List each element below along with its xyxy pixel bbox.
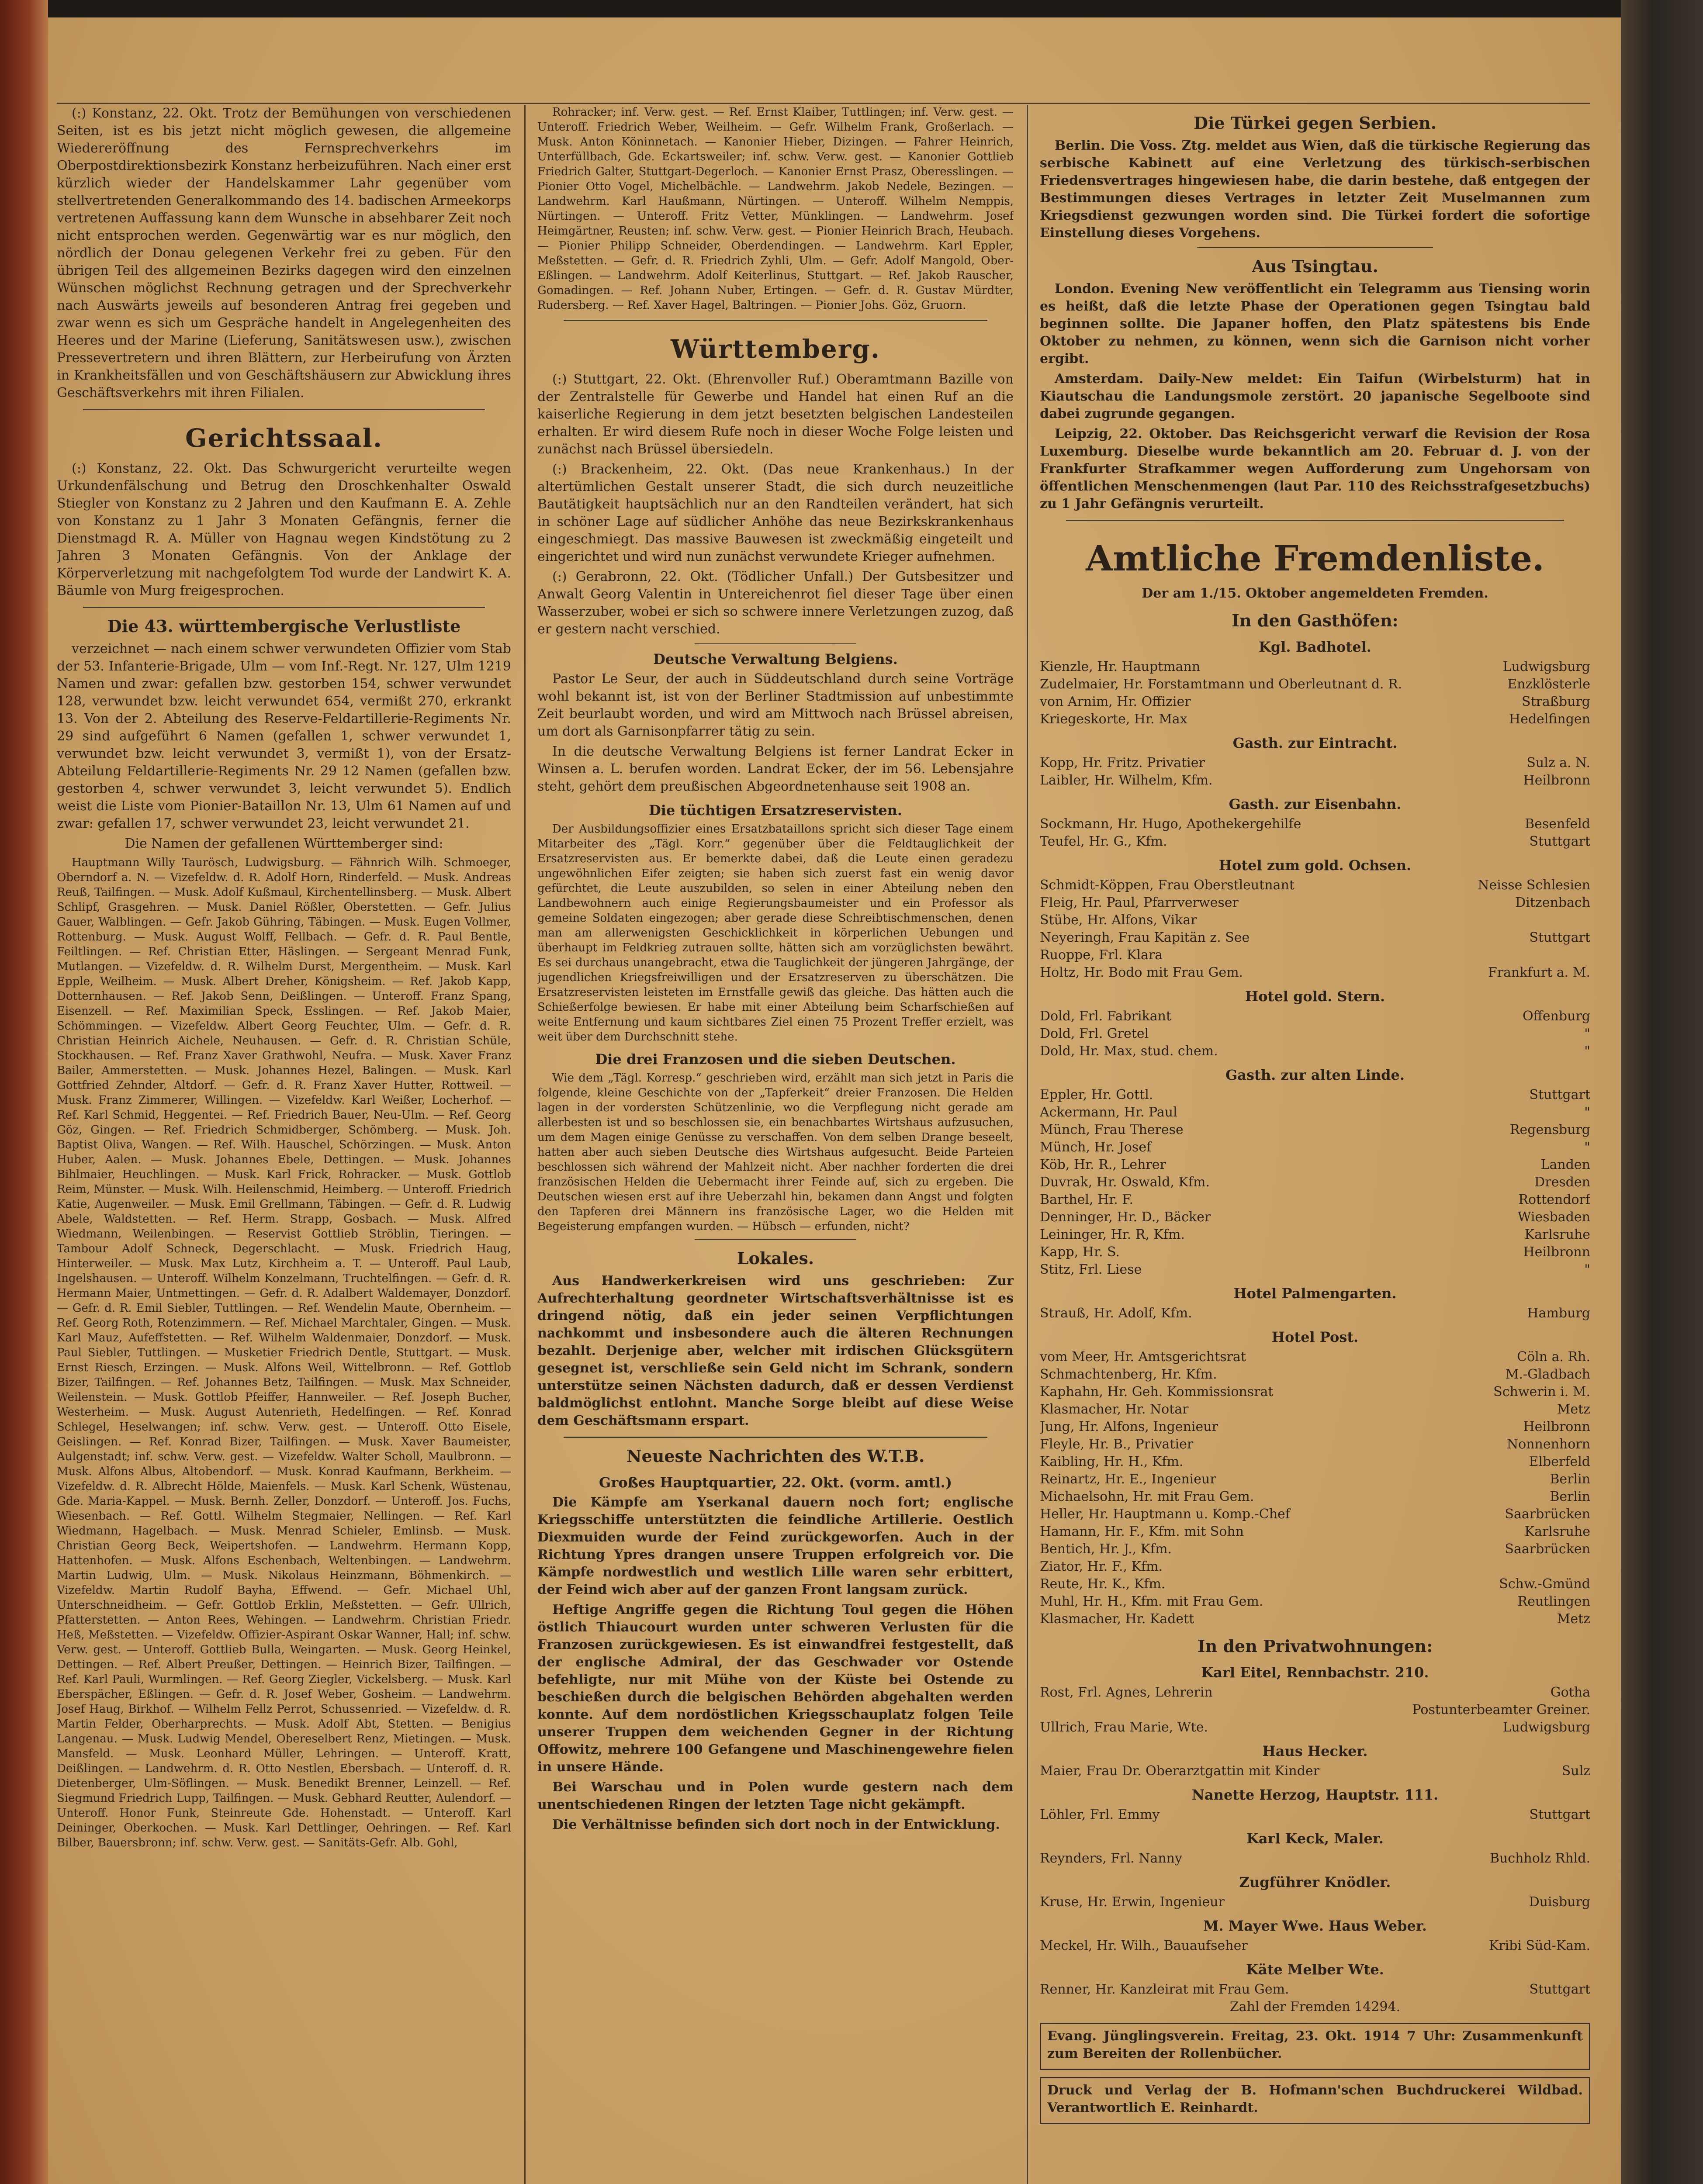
guest-origin: Stuttgart [1529, 834, 1590, 849]
guest-name: Sockmann, Hr. Hugo, Apothekergehilfe [1040, 816, 1301, 832]
guest-row [1040, 1348, 1590, 1366]
guest-origin: Stuttgart [1529, 1087, 1590, 1102]
heading-eitel: Karl Eitel, Rennbachstr. 210. [1201, 1664, 1429, 1681]
guest-origin: Schwerin i. M. [1493, 1384, 1590, 1400]
guest-name: Maier, Frau Dr. Oberarztgattin mit Kinder [1040, 1763, 1320, 1779]
imprint-box [1040, 2077, 1590, 2124]
heading-badhotel: Kgl. Badhotel. [1259, 639, 1371, 655]
guest-row [1040, 877, 1590, 894]
guest-row [1040, 1191, 1590, 1209]
guest-row [1040, 1174, 1590, 1191]
article-leipzig: Leipzig, 22. Oktober. Das Reichsgericht verwarf die Revision der Rosa Luxemburg. Dieselbe wurde bekanntlich am 20. Februar d. J. von der Frankfurter Strafkammer wegen Aufforderung zum Ungehorsam von öffentlichen Menschenmengen (laut Par. 110 des Reichsstrafgesetzbuchs) zu 1 Jahr Gefängnis verurteilt. [1040, 426, 1590, 511]
heading-ersatz: Die tüchtigen Ersatzreservisten. [649, 802, 902, 819]
guest-origin: Kribi Süd-Kam. [1488, 1938, 1590, 1953]
heading-hauptquartier: Großes Hauptquartier, 22. Okt. (vorm. amtl.) [599, 1474, 952, 1491]
guest-row [1040, 1366, 1590, 1383]
heading-keck: Karl Keck, Maler. [1246, 1830, 1384, 1847]
guest-origin: Sulz [1561, 1763, 1590, 1779]
list-hecker [1040, 1762, 1590, 1780]
heading-eintracht: Gasth. zur Eintracht. [1232, 735, 1398, 751]
guest-origin: Hamburg [1527, 1306, 1590, 1321]
list-eitel [1040, 1684, 1590, 1736]
article-franzosen: Wie dem „Tägl. Korresp.“ geschrieben wird, erzählt man sich jetzt in Paris die folgende, kleine Geschichte von der „Tapferkeit“ dreier Franzosen. Die Helden lagen in der vordersten Schützenlinie, wo die Verpflegung nicht gerade am allerbesten ist und so beschlossen sie, ein benachbartes Wirtshaus aufzusuchen, um dem Magen einige Genüsse zu verschaffen. Von dem selben Drange beseelt, hatten aber auch sieben Deutsche dies Wirtshaus aufgesucht. Beide Parteien beschlossen sich während der Mahlzeit nicht. Aber nachher forderten die drei französischen Helden die Uebermacht ihrer Feinde auf, sich zu ergeben. Die Deutschen wiesen erst auf ihre Ueberzahl hin, bekamen dann Angst und folgten den Tapferen drei Männern ins französische Lager, wo die Helden mit Begeisterung empfangen wurden. — Hübsch — erfunden, nicht? [537, 1071, 1014, 1233]
verlust-names-intro: Die Namen der gefallenen Württemberger sind: [125, 836, 443, 851]
verlust-names-list: Hauptmann Willy Taurösch, Ludwigsburg. — Fähnrich Wilh. Schmoeger, Oberndorf a. N. — Vizefeldw. d. R. Adolf Horn, Rinderfeld. — Musk. Andreas Reuß, Tailfingen. — Musk. Adolf Kußmaul, Kirchentellinsberg. — Musk. Albert Schlipf, Grasgehren. — Musk. Daniel Rößler, Oberstetten. — Gefr. Julius Gauer, Walblingen. — Gefr. Jakob Gühring, Täbingen. — Musk. Eugen Vollmer, Rottenburg. — Musk. August Wolff, Fellbach. — Gefr. d. R. Paul Bentle, Feiltlingen. — Ref. Christian Etter, Häslingen. — Sergeant Menrad Funk, Mutlangen. — Vizefeldw. d. R. Wilhelm Durst, Mergentheim. — Musk. Karl Epple, Weilheim. — Musk. Albert Dreher, Königsheim. — Ref. Jakob Kapp, Dotternhausen. — Ref. Jakob Senn, Deißlingen. — Unteroff. Franz Spang, Eisenzell. — Ref. Maximilian Speck, Esslingen. — Ref. Jakob Maier, Schömmingen. — Vizefeldw. Albert Georg Feuchter, Ulm. — Gefr. d. R. Christian Heinrich Aichele, Neuhausen. — Gefr. d. R. Christian Schüle, Stockhausen. — Ref. Franz Xaver Grathwohl, Neufra. — Musk. Xaver Franz Bailer, Ammerstetten. — Musk. Johannes Hezel, Balingen. — Musk. Karl Gottfried Zehnder, Altdorf. — Gefr. d. R. Franz Xaver Hutter, Rottweil. — Musk. Franz Zimmerer, Willingen. — Vizefeldw. Karl Weißer, Locherhof. — Ref. Karl Schmid, Heggentei. — Ref. Friedrich Bauer, Neu-Ulm. — Ref. Georg Göz, Gingen. — Ref. Friedrich Schmidberger, Schömberg. — Musk. Joh. Baptist Oliva, Wangen. — Ref. Wilh. Hauschel, Schörzingen. — Musk. Anton Huber, Aalen. — Musk. Johannes Ebele, Dettingen. — Musk. Johannes Bihlmaier, Heuchlingen. — Musk. Karl Frick, Rohracker. — Musk. Gottlob Reim, Münster. — Musk. Wilh. Heilenschmid, Heimberg. — Unteroff. Friedrich Katie, Augenweiler. — Musk. Emil Grellmann, Täbingen. — Gefr. d. R. Ludwig Abele, Waldstetten. — Ref. Herm. Strapp, Gosbach. — Musk. Alfred Wiedmann, Weilenbingen. — Reservist Gottlieb Ströblin, Tieringen. — Tambour Adolf Schneck, Degerschlacht. — Musk. Friedrich Haug, Hinterweiler. — Musk. Max Lutz, Kirchheim a. T. — Unteroff. Paul Laub, Ingelshausen. — Unteroff. Wilhelm Konzelmann, Truchtelfingen. — Gefr. d. R. Hermann Maier, Untmettingen. — Gefr. d. R. Adalbert Waldemayer, Donzdorf. — Gefr. d. R. Emil Siebler, Tuttlingen. — Ref. Wendelin Maute, Obernheim. — Ref. Georg Roth, Rotenzimmern. — Ref. Michael Marchtaler, Gingen. — Musk. Karl Mauz, Aufeffstetten. — Ref. Wilhelm Waldenmaier, Donzdorf. — Musk. Paul Siebler, Tuttlingen. — Musketier Friedrich Dentle, Stuttgart. — Musk. Ernst Riesch, Erzingen. — Musk. Alfons Weil, Wittelbronn. — Ref. Gottlob Bizer, Tailfingen. — Ref. Johannes Betz, Tailfingen. — Musk. Max Schneider, Weilenstein. — Musk. Gottlob Pfeiffer, Hannweiler. — Ref. Joseph Bucher, Westerheim. — Musk. August Autenrieth, Hedelfingen. — Ref. Konrad Schlegel, Heselwangen; inf. schw. Verw. gest. — Unteroff. Otto Eisele, Geislingen. — Ref. Konrad Bizer, Tailfingen. — Musk. Xaver Baumeister, Aulgenstadt; inf. schw. Verw. gest. — Vizefeldw. Walter Scholl, Maulbronn. — Musk. Alfons Albus, Altobendorf. — Musk. Konrad Kaufmann, Berkheim. — Vizefeldw. d. R. Albrecht Hölde, Maienfels. — Musk. Karl Schenk, Wüstenau, Gde. Maria-Kappel. — Musk. Bernh. Zeller, Donzdorf. — Unteroff. Jos. Fuchs, Wiesenbach. — Ref. Gottl. Wilhelm Stegmaier, Nellingen. — Ref. Karl Wiedmann, Hagelbach. — Musk. Menrad Schieler, Emlinsb. — Musk. Christian Georg Beck, Weipertshofen. — Landwehrm. Hermann Kopp, Hattenhofen. — Musk. Alfons Eschenbach, Weltenbingen. — Landwehrm. Martin Ludwig, Ulm. — Musk. Nikolaus Heinzmann, Böhmenkirch. — Vizefeldw. Martin Rudolf Bayha, Effwend. — Gefr. Michael Uhl, Unterschneidheim. — Gefr. Gottlob Erklin, Meßstetten. — Gefr. Ullrich, Pfatterstetten. — Anton Rees, Wehingen. — Landwehrm. Christian Friedr. Heß, Meßstetten. — Vizefeldw. Offizier-Aspirant Oskar Wanner, Hall; inf. schw. Verw. gest. — Unteroff. Gottlieb Bulla, Weingarten. — Musk. Georg Heinkel, Dettingen. — Ref. Albert Preußer, Dettingen. — Heinrich Bizer, Tailfingen. — Ref. Karl Pauli, Wurmlingen. — Ref. Georg Ziegler, Vickelsberg. — Musk. Karl Eberspächer, Eßlingen. — Gefr. d. R. Josef Weber, Gosheim. — Landwehrm. Josef Haug, Birkhof. — Wilhelm Fellz Perrot, Schussenried. — Vizefeldw. d. R. Martin Felder, Oberharprechts. — Musk. Adolf Abt, Stetten. — Benigius Langenau. — Musk. Ludwig Mendel, Obereselbert Renz, Mietingen. — Musk. Mansfeld. — Musk. Leonhard Müller, Lehringen. — Unteroff. Kratt, Deißlingen. — Landwehrm. d. R. Otto Nestlen, Ebersbach. — Unteroff. d. R. Dietenberger, Ulm-Söflingen. — Musk. Benedikt Brenner, Leinzell. — Ref. Siegmund Friedrich Lupp, Tailfingen. — Musk. Gebhard Reutter, Aulendorf. — Unteroff. Honor Funk, Steinreute Gde. Hohenstadt. — Unteroff. Karl Deininger, Oberkochen. — Musk. Karl Dettlinger, Oehringen. — Ref. Karl Bilber, Bauersbronn; inf. schw. Verw. gest. — Sanitäts-Gefr. Alb. Gohl, [57, 856, 511, 1849]
guest-name: Klasmacher, Hr. Kadett [1040, 1611, 1194, 1627]
guest-name: Ullrich, Frau Marie, Wte. [1040, 1720, 1208, 1735]
guest-origin: Straßburg [1522, 694, 1590, 709]
heading-franzosen: Die drei Franzosen und die sieben Deutschen. [595, 1051, 956, 1068]
guest-row [1040, 1156, 1590, 1174]
guest-origin: Saarbrücken [1505, 1541, 1590, 1557]
guest-origin: Reutlingen [1517, 1594, 1590, 1609]
guest-row [1040, 947, 1590, 964]
guest-name: Fleyle, Hr. B., Privatier [1040, 1437, 1194, 1452]
list-ochsen [1040, 877, 1590, 981]
list-knoedler [1040, 1894, 1590, 1911]
guest-row [1040, 833, 1590, 850]
guest-row [1040, 1008, 1590, 1025]
imprint: Druck und Verlag der B. Hofmann'schen Buchdruckerei Wildbad. Verantwortlich E. Reinhardt. [1047, 2083, 1583, 2115]
heading-gerichtssaal: Gerichtssaal. [185, 423, 383, 453]
guest-name: Fleig, Hr. Paul, Pfarrverweser [1040, 895, 1239, 910]
list-stern [1040, 1008, 1590, 1060]
guest-row [1040, 1593, 1590, 1610]
guest-origin: Hedelfingen [1509, 712, 1590, 727]
guest-row [1040, 1558, 1590, 1576]
guest-name: Duvrak, Hr. Oswald, Kfm. [1040, 1175, 1210, 1190]
heading-fremdenliste: Amtliche Fremdenliste. [1086, 538, 1544, 579]
guest-origin: Stuttgart [1529, 1807, 1590, 1822]
article-belgien-2: In die deutsche Verwaltung Belgiens ist ferner Landrat Ecker in Winsen a. L. berufen worden. Landrat Ecker, der im 56. Lebensjahre steht, gehört dem preußischen Abgeordnetenhause seit 1908 an. [537, 744, 1014, 794]
guest-row [1040, 1104, 1590, 1121]
guest-name: vom Meer, Hr. Amtsgerichtsrat [1040, 1349, 1246, 1365]
guest-name: Kaphahn, Hr. Geh. Kommissionsrat [1040, 1384, 1274, 1400]
guest-row [1040, 1086, 1590, 1104]
guest-origin: " [1584, 1026, 1590, 1041]
newspaper-page [48, 17, 1621, 2184]
guest-row [1040, 1701, 1590, 1719]
guest-name: Reute, Hr. K., Kfm. [1040, 1576, 1166, 1592]
heading-tuerkei: Die Türkei gegen Serbien. [1194, 113, 1436, 133]
list-herzog [1040, 1806, 1590, 1824]
guest-name: Hamann, Hr. F., Kfm. mit Sohn [1040, 1524, 1244, 1539]
guest-origin: Duisburg [1529, 1894, 1590, 1910]
guest-origin: Berlin [1550, 1472, 1590, 1487]
guest-name: Stitz, Frl. Liese [1040, 1262, 1142, 1277]
article-lokales: Aus Handwerkerkreisen wird uns geschrieben: Zur Aufrechterhaltung geordneter Wirtschaftsverhältnisse ist es dringend nötig, daß ein jeder seinen Verpflichtungen nachkommt und insbesondere auch die älteren Rechnungen bezahlt. Derjenige aber, welcher mit irdischen Glücksgütern gesegnet ist, verschließe sein Geld nicht im Schrank, sondern unterstütze seinen Nächsten dadurch, daß er dessen Verdienst baldmöglichst entlohnt. Manche Sorge bleibt auf diese Weise dem Geschäftsmann erspart. [537, 1273, 1014, 1428]
article-verlust-intro: verzeichnet — nach einem schwer verwundeten Offizier vom Stab der 53. Infanterie-Brigade, Ulm — vom Inf.-Regt. Nr. 127, Ulm 1219 Namen und zwar: gefallen bzw. gestorben 154, schwer verwundet 128, verwundet bzw. leicht verwundet 654, vermißt 270, erkrankt 13. Von der 2. Abteilung des Reserve-Feldartillerie-Regiments Nr. 29 sind aufgeführt 6 Namen (gefallen 1, schwer verwundet 1, verwundet bzw. leicht verwundet 3, vermißt 1), von der Ersatz-Abteilung Feldartillerie-Regiments Nr. 29 12 Namen (gefallen bzw. gestorben 4, schwer verwundet 3, leicht verwundet 5). Endlich weist die Liste vom Pionier-Bataillon Nr. 13, Ulm 61 Namen auf und zwar: gefallen 17, schwer verwundet 23, leicht verwundet 21. [57, 641, 511, 831]
binding-spine-left [0, 0, 48, 2184]
guest-origin: Heilbronn [1523, 1244, 1590, 1260]
guest-name: Klasmacher, Hr. Notar [1040, 1402, 1189, 1417]
article-stuttgart: (:) Stuttgart, 22. Okt. (Ehrenvoller Ruf.) Oberamtmann Bazille von der Zentralstelle für Gewerbe und Handel hat einen Ruf an die kaiserliche Regierung in dem jetzt besetzten belgischen Landesteilen erhalten. Er wird diesem Rufe noch in dieser Woche Folge leisten und zunächst nach Brüssel übersiedeln. [537, 372, 1014, 457]
list-melber [1040, 1981, 1590, 1998]
guest-name: Rost, Frl. Agnes, Lehrerin [1040, 1685, 1213, 1700]
guest-name: Muhl, Hr. H., Kfm. mit Frau Gem. [1040, 1594, 1263, 1609]
article-hq-3: Bei Warschau und in Polen wurde gestern nach dem unentschiedenen Ringen der letzten Tage nicht gekämpft. [537, 1780, 1014, 1812]
guest-origin: Metz [1557, 1402, 1590, 1417]
article-belgien-1: Pastor Le Seur, der auch in Süddeutschland durch seine Vorträge wohl bekannt ist, ist von der Berliner Stadtmission auf unbestimmte Zeit beurlaubt worden, und wird am Mittwoch nach Brüssel abreisen, um dort als Garnisonpfarrer tätig zu sein. [537, 671, 1014, 739]
guest-name: Stübe, Hr. Alfons, Vikar [1040, 912, 1197, 928]
list-palmengarten [1040, 1305, 1590, 1322]
guest-name: Kopp, Hr. Fritz. Privatier [1040, 755, 1205, 771]
guest-row [1040, 772, 1590, 789]
guest-name: Zudelmaier, Hr. Forstamtmann und Oberleutnant d. R. [1040, 677, 1402, 692]
guest-row [1040, 894, 1590, 912]
heading-lokales: Lokales. [737, 1248, 814, 1268]
column-rule-1 [524, 105, 526, 2184]
guest-row [1040, 929, 1590, 947]
guest-origin: Ludwigsburg [1502, 659, 1590, 674]
guest-origin: Sulz a. N. [1526, 755, 1590, 771]
guest-origin: Schw.-Gmünd [1499, 1576, 1590, 1592]
guest-origin: Regensburg [1509, 1122, 1590, 1137]
guest-name: Ackermann, Hr. Paul [1040, 1105, 1177, 1120]
guest-origin: Dresden [1534, 1175, 1590, 1190]
guest-origin: Saarbrücken [1505, 1507, 1590, 1522]
guest-row [1040, 1453, 1590, 1471]
heading-melber: Käte Melber Wte. [1246, 1961, 1384, 1978]
guest-row [1040, 1937, 1590, 1955]
guest-name: Jung, Hr. Alfons, Ingenieur [1040, 1419, 1218, 1434]
guest-name: Teufel, Hr. G., Kfm. [1040, 834, 1167, 849]
divider [83, 607, 485, 608]
guest-name: Dold, Hr. Max, stud. chem. [1040, 1044, 1218, 1059]
guest-name: Strauß, Hr. Adolf, Kfm. [1040, 1306, 1192, 1321]
divider [1197, 247, 1433, 248]
notice-box-verein [1040, 2023, 1590, 2070]
guest-row [1040, 1418, 1590, 1436]
guest-origin: Ludwigsburg [1502, 1720, 1590, 1735]
guest-name: Kaibling, Hr. H., Kfm. [1040, 1454, 1184, 1469]
article-konstanz-telephone: (:) Konstanz, 22. Okt. Trotz der Bemühungen von verschiedenen Seiten, ist es bis jetzt nicht möglich gewesen, die allgemeine Wiedereröffnung des Fernsprechverkehrs im Oberpostdirektionsbezirk Konstanz herbeizuführen. Nach einer erst kürzlich wieder der Handelskammer Lahr gegenüber vom stellvertretenden Generalkommando des 14. badischen Armeekorps vertretenen Auffassung kann dem Wunsche in absehbarer Zeit noch nicht entsprochen werden. Gegenwärtig war es nur möglich, den nördlich der Donau gelegenen Verkehr frei zu geben. Für den übrigen Teil des allgemeinen Bezirks dagegen wird den einzelnen Wünschen möglichst Rechnung getragen und der Sprechverkehr nach Auswärts jeweils auf besonderen Antrag frei gegeben und zwar wenn es sich um Gespräche handelt in Angelegenheiten des Heeres und der Marine (Lieferung, Sanitätswesen usw.), zwischen Pressevertretern und ihren Blättern, zur Herbeirufung von Ärzten in Krankheitsfällen und von Geschäftshäusern zur Abwicklung ihres Geschäftsverkehrs mit ihren Filialen. [57, 106, 511, 401]
guest-row [1040, 1506, 1590, 1523]
fremden-subtitle: Der am 1./15. Oktober angemeldeten Fremden. [1142, 586, 1488, 601]
guest-name: Denninger, Hr. D., Bäcker [1040, 1209, 1211, 1225]
list-eisenbahn [1040, 816, 1590, 850]
article-brackenheim: (:) Brackenheim, 22. Okt. (Das neue Krankenhaus.) In der altertümlichen Gestalt unserer Stadt, die sich durch neuzeitliche Bautätigkeit hauptsächlich nur an den Randteilen verändert, hat sich in schöner Lage auf südlicher Anhöhe das neue Bezirkskrankenhaus eingeschmiegt. Das massive Bauwesen ist zweckmäßig eingeteilt und eingerichtet und wird nun zunächst verwundete Krieger aufnehmen. [537, 462, 1014, 564]
article-konstanz-court: (:) Konstanz, 22. Okt. Das Schwurgericht verurteilte wegen Urkundenfälschung und Betrug den Droschkenhalter Oswald Stiegler von Konstanz zu 2 Jahren und den Kaufmann E. A. Zehle von Konstanz zu 1 Jahr 3 Monaten Gefängnis, ferner die Dienstmagd R. A. Müller von Hagnau wegen Kindstötung zu 2 Jahren 3 Monaten Gefängnis. Von der Anklage der Körperverletzung mit nachgefolgtem Tod wurde der Landwirt K. A. Bäumle von Murg freigesprochen. [57, 461, 511, 598]
guest-row [1040, 1894, 1590, 1911]
guest-row [1040, 1576, 1590, 1593]
guest-row [1040, 754, 1590, 772]
article-amsterdam: Amsterdam. Daily-New meldet: Ein Taifun (Wirbelsturm) hat in Kiautschau die Landungsmole zerstört. 20 japanische Segelboote sind dabei zugrunde gegangen. [1040, 371, 1590, 422]
column-1 [57, 105, 511, 2184]
guest-origin: Heilbronn [1523, 1419, 1590, 1434]
heading-belgien: Deutsche Verwaltung Belgiens. [653, 651, 898, 667]
list-eintracht [1040, 754, 1590, 789]
guest-origin: Berlin [1550, 1489, 1590, 1504]
article-tuerkei: Berlin. Die Voss. Ztg. meldet aus Wien, daß die türkische Regierung das serbische Kabinett auf eine Verletzung des türkisch-serbischen Friedensvertrages hingewiesen habe, die darin bestehe, daß entgegen der Bestimmungen dieses Vertrages in letzter Zeit Muselmannen zum Kriegsdienst gezwungen worden sind. Die Türkei fordert die sofortige Einstellung dieses Vorgehens. [1040, 138, 1590, 241]
guest-name: Münch, Hr. Josef [1040, 1140, 1152, 1155]
guest-row [1040, 1025, 1590, 1043]
guest-row [1040, 1523, 1590, 1541]
verlust-names-continued: Rohracker; inf. Verw. gest. — Ref. Ernst Klaiber, Tuttlingen; inf. Verw. gest. — Unteroff. Friedrich Weber, Weilheim. — Gefr. Wilhelm Frank, Großerlach. — Musk. Anton Köninnetach. — Kanonier Hieber, Dizingen. — Fahrer Heinrich, Unterfüllbach, Gde. Eckartsweiler; inf. schw. Verw. gest. — Kanonier Gottlieb Friedrich Galter, Stuttgart-Degerloch. — Kanonier Ernst Prasz, Oberesslingen. — Pionier Otto Vogel, Michelbächle. — Landwehrm. Jakob Nedele, Bezingen. — Landwehrm. Karl Haußmann, Nürtingen. — Unteroff. Wilhelm Nemppis, Nürtingen. — Unteroff. Fritz Vetter, Münklingen. — Landwehrm. Josef Heimgärtner, Reusten; inf. schw. Verw. gest. — Pionier Heinrich Brach, Heubach. — Pionier Philipp Schneider, Oberdendingen. — Landwehrm. Karl Eppler, Meßstetten. — Gefr. d. R. Friedrich Zyhli, Ulm. — Gefr. Adolf Mangold, Ober-Eßlingen. — Landwehrm. Adolf Keiterlinus, Stuttgart. — Ref. Jakob Rauscher, Gomadingen. — Ref. Johann Nuber, Ertingen. — Gefr. d. R. Gustav Mürdter, Rudersberg. — Ref. Xaver Hagel, Baltringen. — Pionier Johs. Göz, Gruorn. [537, 106, 1014, 312]
binding-edge-right [1621, 0, 1703, 2184]
guest-name: Schmachtenberg, Hr. Kfm. [1040, 1367, 1217, 1382]
guest-row [1040, 1043, 1590, 1060]
heading-ochsen: Hotel zum gold. Ochsen. [1218, 857, 1412, 874]
guest-row [1040, 1488, 1590, 1506]
divider [1066, 520, 1564, 521]
guest-origin: " [1584, 1044, 1590, 1059]
guest-origin: Nonnenhorn [1506, 1437, 1590, 1452]
guest-row [1040, 1610, 1590, 1628]
guest-name: Laibler, Hr. Wilhelm, Kfm. [1040, 773, 1213, 788]
guest-row [1040, 1719, 1590, 1736]
article-hq-4: Die Verhältnisse befinden sich dort noch in der Entwicklung. [552, 1817, 1000, 1832]
guest-name: Ziator, Hr. F., Kfm. [1040, 1559, 1163, 1574]
guest-name: Barthel, Hr. F. [1040, 1192, 1134, 1207]
list-keck [1040, 1850, 1590, 1867]
guest-origin: Karlsruhe [1524, 1524, 1590, 1539]
guest-name: Michaelsohn, Hr. mit Frau Gem. [1040, 1489, 1254, 1504]
guest-row [1040, 1139, 1590, 1156]
heading-palmengarten: Hotel Palmengarten. [1233, 1285, 1397, 1302]
guest-origin: Heilbronn [1523, 773, 1590, 788]
guest-name: Köb, Hr. R., Lehrer [1040, 1157, 1166, 1172]
guest-name: Löhler, Frl. Emmy [1040, 1807, 1160, 1822]
guest-origin: " [1584, 1262, 1590, 1277]
guest-origin: Landen [1540, 1157, 1590, 1172]
list-badhotel [1040, 658, 1590, 728]
heading-neueste: Neueste Nachrichten des W.T.B. [626, 1446, 925, 1466]
divider [564, 1437, 987, 1438]
heading-eisenbahn: Gasth. zur Eisenbahn. [1229, 796, 1402, 812]
divider [83, 409, 485, 410]
guest-name: Reynders, Frl. Nanny [1040, 1851, 1182, 1866]
guest-name: von Arnim, Hr. Offizier [1040, 694, 1191, 709]
guest-row [1040, 1981, 1590, 1998]
divider [564, 320, 987, 321]
guest-row [1040, 1541, 1590, 1558]
guest-row [1040, 1401, 1590, 1418]
guest-origin: Ditzenbach [1515, 895, 1590, 910]
guest-origin: Gotha [1550, 1685, 1590, 1700]
divider [695, 1239, 856, 1240]
guest-origin: M.-Gladbach [1505, 1367, 1590, 1382]
guest-name: Meckel, Hr. Wilh., Bauaufseher [1040, 1938, 1248, 1953]
article-hq-1: Die Kämpfe am Yserkanal dauern noch fort; englische Kriegsschiffe unterstützten die feindliche Artillerie. Oestlich Diexmuiden wurde der Feind zurückgeworfen. Auch in der Richtung Ypres drangen unsere Truppen erfolgreich vor. Die Kämpfe nordwestlich und westlich Lille waren sehr erbittert, der Feind wich aber auf der ganzen Front langsam zurück. [537, 1495, 1014, 1597]
heading-privat: In den Privatwohnungen: [1197, 1636, 1433, 1656]
guest-row [1040, 1806, 1590, 1824]
guest-origin: " [1584, 1140, 1590, 1155]
guest-row [1040, 1762, 1590, 1780]
guest-row [1040, 1383, 1590, 1401]
heading-post: Hotel Post. [1271, 1329, 1359, 1345]
article-ersatz: Der Ausbildungsoffizier eines Ersatzbataillons spricht sich dieser Tage einem Mitarbeiter des „Tägl. Korr.“ gegenüber über die Feldtauglichkeit der Ersatzreservisten aus. Er bemerkte dabei, daß die Leute einen geradezu ungewöhnlichen Eifer zeigten; sie haben sich zuerst fast ein wenig davor gefürchtet, die Leute auszubilden, so selen in einer Abteilung neben den Landbewohnern auch einige Regierungsbaumeister und ein Professor als gemeine Soldaten eingezogen; aber gerade diese Schreibtischmenschen, denen man am allerwenigsten Geschicklichkeit in körperlichen Uebungen und überhaupt im Feldkrieg zutrauen sollte, hätten sich am vorzüglichsten bewährt. Es sei durchaus unangebracht, etwa die Tauglichkeit der jüngeren Jahrgänge, der jugendlichen Kriegsfreiwilligen und der Ersatzreserven zu überschätzen. Die Ersatzreservisten leisteten im Ernstfalle gewiß das gleiche. Das hätten auch die Schießerfolge bewiesen. Er habe mit einer Abteilung beim Scharfschießen auf weite Entfernung und kaum sichtbares Ziel einen 75 Prozent Treffer erzielt, was weit über dem Durchschnitt stehe. [537, 822, 1014, 1044]
guest-row [1040, 912, 1590, 929]
heading-herzog: Nanette Herzog, Hauptstr. 111. [1191, 1787, 1439, 1803]
guest-origin: Stuttgart [1529, 1982, 1590, 1997]
guest-origin: Karlsruhe [1524, 1227, 1590, 1242]
list-post [1040, 1348, 1590, 1628]
heading-knoedler: Zugführer Knödler. [1239, 1874, 1391, 1890]
fremden-count: Zahl der Fremden 14294. [1229, 1999, 1401, 2015]
guest-name: Renner, Hr. Kanzleirat mit Frau Gem. [1040, 1982, 1289, 1997]
guest-origin: " [1584, 1105, 1590, 1120]
guest-name: Reinartz, Hr. E., Ingenieur [1040, 1472, 1216, 1487]
heading-linde: Gasth. zur alten Linde. [1225, 1067, 1405, 1083]
guest-name: Dold, Frl. Gretel [1040, 1026, 1149, 1041]
guest-origin: Wiesbaden [1517, 1209, 1590, 1225]
guest-row [1040, 1436, 1590, 1453]
heading-hecker: Haus Hecker. [1262, 1743, 1368, 1759]
heading-wuerttemberg: Württemberg. [670, 334, 881, 364]
guest-row [1040, 816, 1590, 833]
guest-row [1040, 676, 1590, 693]
column-3 [1040, 105, 1590, 2184]
guest-row [1040, 1209, 1590, 1226]
guest-origin: Buchholz Rhld. [1489, 1851, 1590, 1866]
guest-row [1040, 1684, 1590, 1701]
guest-name: Leininger, Hr. R, Kfm. [1040, 1227, 1185, 1242]
guest-row [1040, 711, 1590, 728]
guest-name: Dold, Frl. Fabrikant [1040, 1009, 1172, 1024]
guest-name: Bentich, Hr. J., Kfm. [1040, 1541, 1172, 1557]
article-gerabronn: (:) Gerabronn, 22. Okt. (Tödlicher Unfall.) Der Gutsbesitzer und Anwalt Georg Valentin in Untereichenrot fiel dieser Tage über einen Wasserzuber, wobei er sich so schwere innere Verletzungen zuzog, daß er gestern nacht verschied. [537, 569, 1014, 637]
guest-name: Eppler, Hr. Gottl. [1040, 1087, 1153, 1102]
heading-stern: Hotel gold. Stern. [1245, 988, 1385, 1005]
guest-row [1040, 964, 1590, 981]
column-rule-2 [1027, 105, 1028, 2184]
guest-name: Münch, Frau Therese [1040, 1122, 1184, 1137]
guest-name: Kapp, Hr. S. [1040, 1244, 1120, 1260]
guest-origin: Rottendorf [1518, 1192, 1590, 1207]
top-rule [57, 103, 1590, 104]
guest-name: Schmidt-Köppen, Frau Oberstleutnant [1040, 878, 1295, 893]
guest-row [1040, 1305, 1590, 1322]
article-hq-2: Heftige Angriffe gegen die Richtung Toul gegen die Höhen östlich Thiaucourt wurden unter schweren Verlusten für die Franzosen zurückgewiesen. Es ist einwandfrei festgestellt, daß der englische Admiral, der das Geschwader vor Ostende befehligte, nur mit Mühe von der Küste bei Ostende zu beschießen durch die belgischen Behörden abgehalten werden konnte. Auf dem nordöstlichen Kriegsschauplatz folgen Teile unserer Truppen dem weichenden Gegner in der Richtung Offowitz, mehrere 100 Gefangene und Maschinengewehre fielen in unsere Hände. [537, 1602, 1014, 1775]
heading-mayer: M. Mayer Wwe. Haus Weber. [1203, 1918, 1427, 1934]
article-london: London. Evening New veröffentlicht ein Telegramm aus Tiensing worin es heißt, daß die letzte Phase der Operationen gegen Tsingtau bald beginnen sollte. Die Japaner hoffen, den Platz spätestens bis Ende Oktober zu nehmen, zu können, wenn sich die Garnison nicht vorher ergibt. [1040, 281, 1590, 366]
heading-verlustliste: Die 43. württembergische Verlustliste [107, 616, 461, 636]
column-2 [537, 105, 1014, 2184]
guest-row [1040, 1261, 1590, 1279]
list-mayer [1040, 1937, 1590, 1955]
guest-row [1040, 1850, 1590, 1867]
guest-origin: Besenfeld [1525, 816, 1590, 832]
guest-origin: Metz [1557, 1611, 1590, 1627]
guest-row [1040, 693, 1590, 711]
guest-origin: Elberfeld [1529, 1454, 1590, 1469]
heading-gasthoefe: In den Gasthöfen: [1232, 611, 1398, 630]
guest-name: Kruse, Hr. Erwin, Ingenieur [1040, 1894, 1225, 1910]
guest-origin: Cöln a. Rh. [1517, 1349, 1590, 1365]
guest-row [1040, 1471, 1590, 1488]
guest-name: Kriegeskorte, Hr. Max [1040, 712, 1187, 727]
heading-tsingtau: Aus Tsingtau. [1252, 256, 1378, 276]
guest-name: Ruoppe, Frl. Klara [1040, 947, 1163, 963]
guest-origin: Offenburg [1522, 1009, 1590, 1024]
guest-row [1040, 1244, 1590, 1261]
guest-row [1040, 1121, 1590, 1139]
guest-origin: Enzklösterle [1507, 677, 1590, 692]
notice-verein: Evang. Jünglingsverein. Freitag, 23. Okt. 1914 7 Uhr: Zusammenkunft zum Bereiten der Rollenbücher. [1047, 2028, 1583, 2061]
divider [695, 643, 856, 644]
guest-row [1040, 1226, 1590, 1244]
guest-name: Heller, Hr. Hauptmann u. Komp.-Chef [1040, 1507, 1290, 1522]
guest-name: Kienzle, Hr. Hauptmann [1040, 659, 1201, 674]
list-linde [1040, 1086, 1590, 1279]
guest-row [1040, 658, 1590, 676]
guest-origin: Stuttgart [1529, 930, 1590, 945]
guest-origin: Neisse Schlesien [1478, 878, 1590, 893]
guest-name: Holtz, Hr. Bodo mit Frau Gem. [1040, 965, 1243, 980]
guest-origin: Frankfurt a. M. [1488, 965, 1590, 980]
guest-origin: Postunterbeamter Greiner. [1412, 1702, 1590, 1717]
guest-name: Neyeringh, Frau Kapitän z. See [1040, 930, 1250, 945]
